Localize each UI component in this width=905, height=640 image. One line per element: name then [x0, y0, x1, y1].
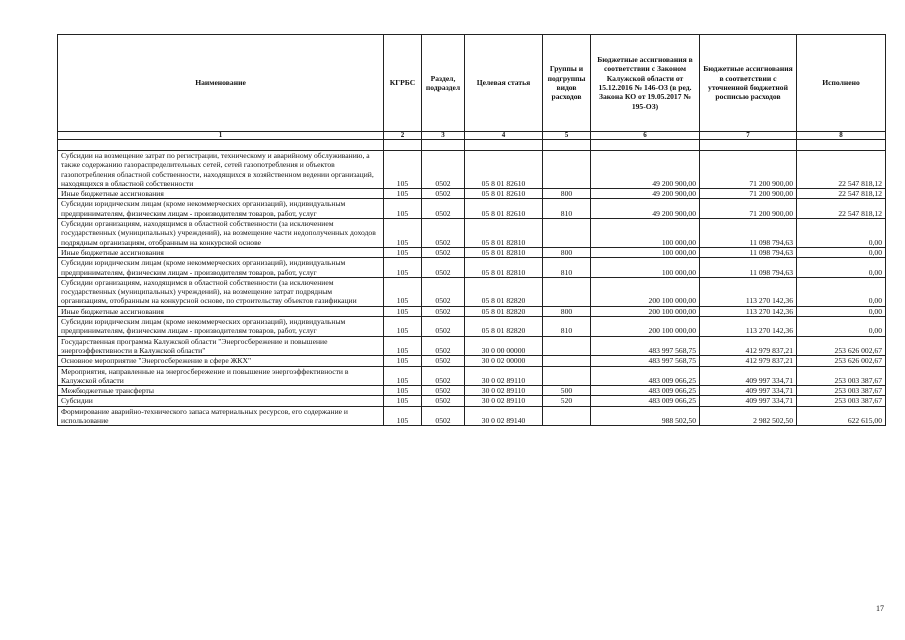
table-row [58, 306, 886, 316]
row-name: Иные бюджетные ассигнования [58, 189, 384, 199]
table-row [58, 406, 886, 426]
row-rospis-amount: 11 098 794,63 [700, 247, 797, 257]
row-kgrbs: 105 [384, 317, 422, 337]
row-done-amount: 22 547 818,12 [797, 151, 886, 189]
row-law-amount: 200 100 000,00 [591, 306, 700, 316]
row-kgrbs: 105 [384, 199, 422, 219]
row-law-amount: 49 200 900,00 [591, 199, 700, 219]
row-vid: 810 [543, 258, 591, 278]
row-vid: 520 [543, 396, 591, 406]
table-row [58, 317, 886, 337]
spacer-cell [700, 140, 797, 151]
row-razdel: 0502 [422, 219, 465, 248]
row-article: 05 8 01 82820 [465, 277, 543, 306]
row-vid: 810 [543, 199, 591, 219]
row-name: Межбюджетные трансферты [58, 386, 384, 396]
row-kgrbs: 105 [384, 306, 422, 316]
row-name: Субсидии организациям, находящимся в областной собственности (за исключением государственных (муниципальных) учреждений), на возмещение затрат подрядным организациям, отобранным на конкурсной основе, по строительству объектов газификации [58, 277, 384, 306]
row-rospis-amount: 409 997 334,71 [700, 396, 797, 406]
row-law-amount: 100 000,00 [591, 247, 700, 257]
row-name: Субсидии на возмещение затрат по регистрации, техническому и аварийному обслуживанию, а также содержанию газораспределительных сетей, сетей газопотребления и объектов газопотребления областной собственности, находящихся в хозяйственном ведении организаций, находящихся в областной собственности [58, 151, 384, 189]
row-vid [543, 219, 591, 248]
table-body [58, 151, 886, 426]
column-number-row [58, 132, 886, 140]
row-done-amount: 22 547 818,12 [797, 199, 886, 219]
row-razdel: 0502 [422, 386, 465, 396]
row-article: 05 8 01 82610 [465, 151, 543, 189]
row-law-amount: 483 009 066,25 [591, 366, 700, 386]
row-rospis-amount: 71 200 900,00 [700, 199, 797, 219]
header-article: Целевая статья [465, 35, 543, 132]
table-row [58, 336, 886, 356]
table-row [58, 199, 886, 219]
row-vid: 800 [543, 189, 591, 199]
page-number: 17 [876, 604, 884, 613]
row-name: Формирование аварийно-технического запаса материальных ресурсов, его содержание и использование [58, 406, 384, 426]
column-number: 5 [543, 132, 591, 140]
row-law-amount: 49 200 900,00 [591, 189, 700, 199]
row-article: 05 8 01 82610 [465, 199, 543, 219]
row-vid: 800 [543, 247, 591, 257]
row-article: 30 0 02 89110 [465, 396, 543, 406]
table-row [58, 396, 886, 406]
header-kgrbs: КГРБС [384, 35, 422, 132]
row-rospis-amount: 409 997 334,71 [700, 366, 797, 386]
row-done-amount: 253 626 002,67 [797, 336, 886, 356]
row-law-amount: 483 009 066,25 [591, 386, 700, 396]
table-row [58, 366, 886, 386]
row-razdel: 0502 [422, 199, 465, 219]
row-done-amount: 0,00 [797, 219, 886, 248]
row-article: 05 8 01 82810 [465, 258, 543, 278]
row-rospis-amount: 113 270 142,36 [700, 317, 797, 337]
row-kgrbs: 105 [384, 386, 422, 396]
column-number: 6 [591, 132, 700, 140]
row-name: Мероприятия, направленные на энергосбережение и повышение энергоэффективности в Калужской области [58, 366, 384, 386]
row-razdel: 0502 [422, 356, 465, 366]
row-done-amount: 0,00 [797, 258, 886, 278]
column-number: 8 [797, 132, 886, 140]
row-kgrbs: 105 [384, 406, 422, 426]
column-number: 7 [700, 132, 797, 140]
row-name: Иные бюджетные ассигнования [58, 247, 384, 257]
row-rospis-amount: 11 098 794,63 [700, 258, 797, 278]
row-rospis-amount: 11 098 794,63 [700, 219, 797, 248]
row-done-amount: 253 003 387,67 [797, 386, 886, 396]
spacer-cell [384, 140, 422, 151]
row-law-amount: 200 100 000,00 [591, 277, 700, 306]
row-rospis-amount: 71 200 900,00 [700, 151, 797, 189]
row-rospis-amount: 113 270 142,36 [700, 306, 797, 316]
row-razdel: 0502 [422, 306, 465, 316]
row-name: Субсидии организациям, находящимся в областной собственности (за исключением государственных (муниципальных) учреждений), на возмещение части недополученных доходов подрядным организациям, отобранным на конкурсной основе [58, 219, 384, 248]
row-kgrbs: 105 [384, 366, 422, 386]
row-law-amount: 483 997 568,75 [591, 336, 700, 356]
row-vid: 810 [543, 317, 591, 337]
spacer-cell [543, 140, 591, 151]
table-row [58, 151, 886, 189]
row-razdel: 0502 [422, 151, 465, 189]
header-vid: Группы и подгруппы видов расходов [543, 35, 591, 132]
row-article: 30 0 02 89110 [465, 386, 543, 396]
row-article: 05 8 01 82810 [465, 247, 543, 257]
spacer-cell [422, 140, 465, 151]
row-article: 05 8 01 82820 [465, 317, 543, 337]
table-row [58, 189, 886, 199]
row-done-amount: 22 547 818,12 [797, 189, 886, 199]
row-razdel: 0502 [422, 247, 465, 257]
row-law-amount: 483 997 568,75 [591, 356, 700, 366]
table-row [58, 356, 886, 366]
row-name: Субсидии [58, 396, 384, 406]
row-vid [543, 336, 591, 356]
row-razdel: 0502 [422, 406, 465, 426]
row-razdel: 0502 [422, 396, 465, 406]
row-done-amount: 253 003 387,67 [797, 366, 886, 386]
row-article: 05 8 01 82610 [465, 189, 543, 199]
row-rospis-amount: 2 982 502,50 [700, 406, 797, 426]
row-law-amount: 100 000,00 [591, 219, 700, 248]
row-kgrbs: 105 [384, 219, 422, 248]
table-row [58, 258, 886, 278]
column-number: 4 [465, 132, 543, 140]
row-kgrbs: 105 [384, 336, 422, 356]
row-razdel: 0502 [422, 277, 465, 306]
row-done-amount: 253 626 002,67 [797, 356, 886, 366]
row-name: Субсидии юридическим лицам (кроме некоммерческих организаций), индивидуальным предпринимателям, физическим лицам - производителям товаров, работ, услуг [58, 199, 384, 219]
row-done-amount: 0,00 [797, 317, 886, 337]
spacer-cell [591, 140, 700, 151]
row-name: Основное мероприятие "Энергосбережение в сфере ЖКХ" [58, 356, 384, 366]
row-article: 05 8 01 82820 [465, 306, 543, 316]
spacer-cell [797, 140, 886, 151]
row-kgrbs: 105 [384, 247, 422, 257]
row-razdel: 0502 [422, 336, 465, 356]
row-vid: 800 [543, 306, 591, 316]
header-rospis: Бюджетные ассигнования в соответствии с уточненной бюджетной росписью расходов [700, 35, 797, 132]
row-vid [543, 356, 591, 366]
row-kgrbs: 105 [384, 151, 422, 189]
row-vid: 500 [543, 386, 591, 396]
row-rospis-amount: 412 979 837,21 [700, 336, 797, 356]
row-rospis-amount: 409 997 334,71 [700, 386, 797, 396]
row-done-amount: 0,00 [797, 306, 886, 316]
row-article: 30 0 00 00000 [465, 336, 543, 356]
row-razdel: 0502 [422, 366, 465, 386]
row-vid [543, 406, 591, 426]
row-law-amount: 100 000,00 [591, 258, 700, 278]
row-vid [543, 277, 591, 306]
row-done-amount: 253 003 387,67 [797, 396, 886, 406]
row-law-amount: 49 200 900,00 [591, 151, 700, 189]
row-rospis-amount: 412 979 837,21 [700, 356, 797, 366]
row-vid [543, 151, 591, 189]
row-name: Субсидии юридическим лицам (кроме некоммерческих организаций), индивидуальным предпринимателям, физическим лицам - производителям товаров, работ, услуг [58, 317, 384, 337]
row-done-amount: 0,00 [797, 247, 886, 257]
row-done-amount: 0,00 [797, 277, 886, 306]
row-rospis-amount: 71 200 900,00 [700, 189, 797, 199]
row-done-amount: 622 615,00 [797, 406, 886, 426]
row-article: 30 0 02 89110 [465, 366, 543, 386]
row-article: 30 0 02 89140 [465, 406, 543, 426]
column-number: 3 [422, 132, 465, 140]
table-row [58, 247, 886, 257]
row-law-amount: 200 100 000,00 [591, 317, 700, 337]
row-vid [543, 366, 591, 386]
row-name: Субсидии юридическим лицам (кроме некоммерческих организаций), индивидуальным предпринимателям, физическим лицам - производителям товаров, работ, услуг [58, 258, 384, 278]
row-kgrbs: 105 [384, 396, 422, 406]
spacer-row [58, 140, 886, 151]
column-number: 1 [58, 132, 384, 140]
row-law-amount: 988 502,50 [591, 406, 700, 426]
row-kgrbs: 105 [384, 277, 422, 306]
row-rospis-amount: 113 270 142,36 [700, 277, 797, 306]
row-name: Государственная программа Калужской области "Энергосбережение и повышение энергоэффективности в Калужской области" [58, 336, 384, 356]
row-razdel: 0502 [422, 258, 465, 278]
spacer-cell [58, 140, 384, 151]
column-number: 2 [384, 132, 422, 140]
header-row [58, 35, 886, 132]
row-kgrbs: 105 [384, 356, 422, 366]
row-article: 05 8 01 82810 [465, 219, 543, 248]
row-law-amount: 483 009 066,25 [591, 396, 700, 406]
header-done: Исполнено [797, 35, 886, 132]
header-name: Наименование [58, 35, 384, 132]
row-article: 30 0 02 00000 [465, 356, 543, 366]
row-razdel: 0502 [422, 189, 465, 199]
row-razdel: 0502 [422, 317, 465, 337]
row-kgrbs: 105 [384, 258, 422, 278]
spacer-cell [465, 140, 543, 151]
budget-table [57, 34, 886, 426]
table-row [58, 277, 886, 306]
header-razdel: Раздел, подраздел [422, 35, 465, 132]
header-law: Бюджетные ассигнования в соответствии с Законом Калужской области от 15.12.2016 № 146-ОЗ (в ред. Закона КО от 19.05.2017 № 195-ОЗ) [591, 35, 700, 132]
table-row [58, 219, 886, 248]
row-name: Иные бюджетные ассигнования [58, 306, 384, 316]
row-kgrbs: 105 [384, 189, 422, 199]
table-row [58, 386, 886, 396]
